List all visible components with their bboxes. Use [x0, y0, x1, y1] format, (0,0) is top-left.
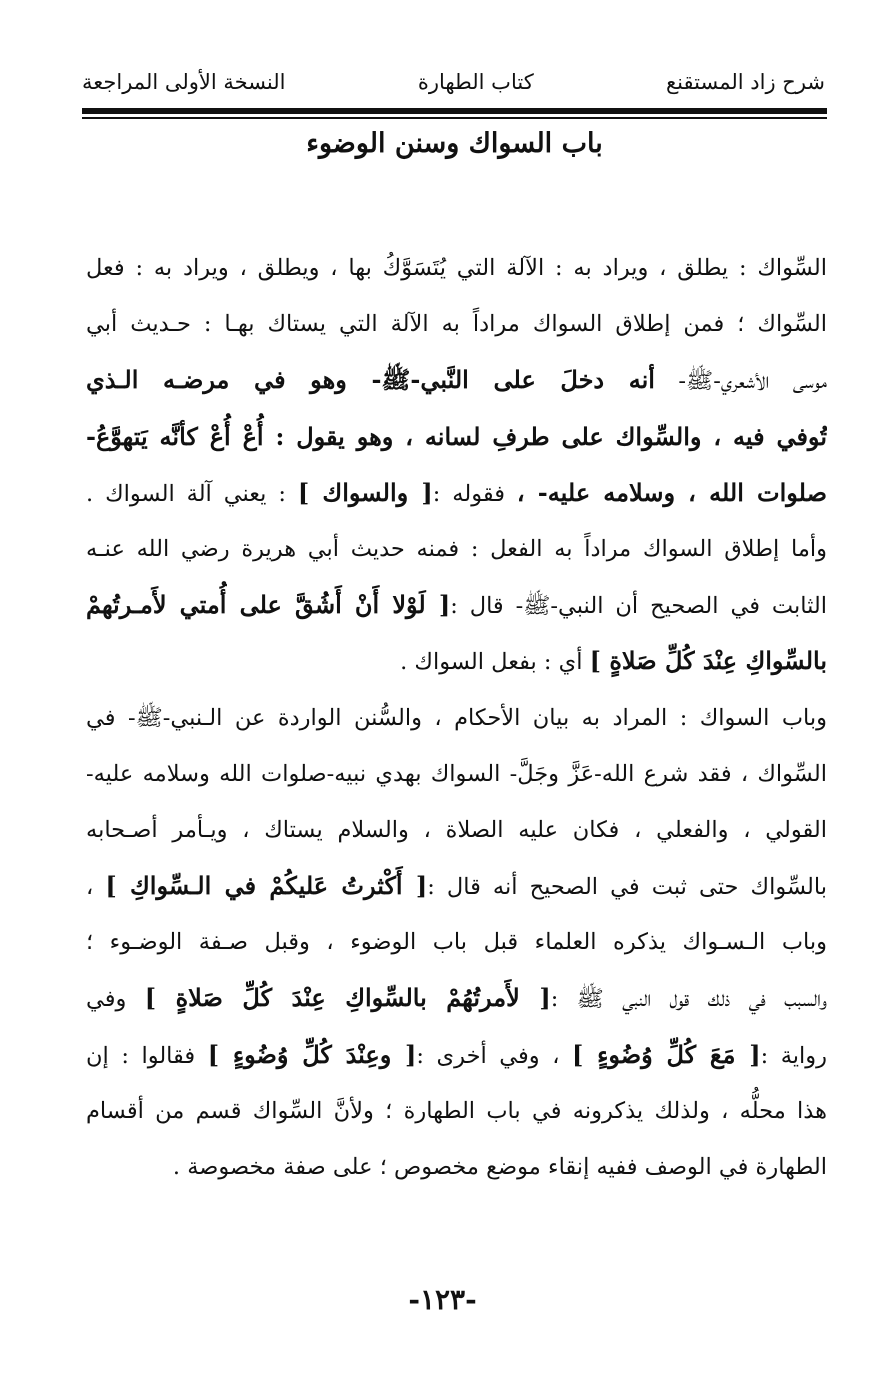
- text-segment: رواية :: [760, 1042, 827, 1069]
- text-segment: والسبب في ذلك قول النبي ﷺ :: [550, 986, 827, 1013]
- text-line: [86, 690, 827, 746]
- hadith-quote: أنه دخلَ على النَّبي-ﷺ- وهو في مرضـه الـذي: [86, 365, 655, 395]
- hadith-quote: [ لَوْلا أَنْ أَشُقَّ على أُمتي لأَمـرتُهمْ: [86, 590, 451, 620]
- text-segment: الثابت في الصحيح أن النبي-ﷺ- قال :: [450, 593, 827, 620]
- text-segment: القولي ، والفعلي ، فكان عليه الصلاة ، والسلام يستاك ، ويـأمر أصـحابه: [86, 816, 827, 843]
- text-line: [86, 970, 827, 1026]
- header-chapter-name: كتاب الطهارة: [417, 70, 534, 94]
- text-segment: موسى الأشعري-: [713, 368, 827, 395]
- text-line: [86, 521, 827, 577]
- text-segment: الطهارة في الوصف ففيه إنقاء موضع مخصوص ؛ على صفة مخصوصة .: [172, 1154, 827, 1180]
- text-segment: -: [654, 368, 687, 395]
- page-number: -١٢٣-: [408, 1283, 477, 1316]
- text-line: [86, 1027, 827, 1083]
- header-book-title: شرح زاد المستقنع: [666, 70, 825, 94]
- text-segment: ،: [86, 874, 106, 901]
- text-segment: وأما إطلاق السواك مراداً به الفعل : فمنه حديث أبي هريرة رضي الله عنـه: [86, 535, 827, 562]
- text-line: [86, 296, 827, 352]
- text-line: [86, 409, 827, 465]
- text-segment: فقالوا : إن: [86, 1042, 208, 1069]
- header-rule-thick: [82, 108, 827, 114]
- text-segment: : يعني آلة السواك .: [86, 480, 298, 507]
- text-segment: السِّواك : يطلق ، ويراد به : الآلة التي يُتَسَوَّكُ بها ، ويطلق ، ويراد به : فعل: [86, 255, 827, 281]
- header-edition-note: النسخة الأولى المراجعة: [82, 70, 286, 94]
- hadith-quote: [ والسواك ]: [297, 477, 433, 507]
- text-segment: هذا محلُّه ، ولذلك يذكرونه في باب الطهارة ؛ ولأنَّ السِّواك قسم من أقسام: [86, 1097, 827, 1124]
- text-line: [86, 633, 827, 689]
- text-segment: السِّواك ؛ فمن إطلاق السواك مراداً به الآلة التي يستاك بهـا : حـديث أبي: [86, 311, 827, 338]
- text-segment: وباب الـسـواك يذكره العلماء قبل باب الوضوء ، وقبل صـفة الوضـوء ؛: [86, 929, 827, 956]
- chapter-title: باب السواك وسنن الوضوء: [306, 128, 603, 159]
- text-line: [86, 1083, 827, 1139]
- text-segment: وباب السواك : المراد به بيان الأحكام ، والسُّنن الواردة عن الـنبي-ﷺ- في: [86, 704, 827, 731]
- text-line: [86, 1139, 827, 1195]
- text-segment: ﷺ: [686, 368, 714, 395]
- text-segment: بالسِّواك حتى ثبت في الصحيح أنه قال :: [427, 874, 827, 901]
- hadith-quote: [ مَعَ كُلِّ وُضُوءٍ ]: [572, 1039, 761, 1069]
- hadith-quote: بالسِّواكِ عِنْدَ كُلِّ صَلاةٍ ]: [589, 646, 827, 676]
- text-segment: أي : بفعل السواك .: [400, 649, 590, 676]
- text-line: [86, 352, 827, 408]
- text-line: [86, 577, 827, 633]
- text-segment: السِّواك ، فقد شرع الله-عَزَّ وجَلَّ- السواك بهدي نبيه-صلوات الله وسلامه عليه-: [86, 760, 827, 787]
- text-line: [86, 746, 827, 802]
- header-rule-thin: [82, 117, 827, 119]
- hadith-quote: [ لأَمرتُهُمْ بالسِّواكِ عِنْدَ كُلِّ صَلاةٍ ]: [144, 983, 551, 1013]
- hadith-quote: [ أَكْثرتُ عَليكُمْ في الـسِّواكِ ]: [105, 871, 428, 901]
- hadith-quote: [ وعِنْدَ كُلِّ وُضُوءٍ ]: [207, 1039, 417, 1069]
- hadith-quote: صلوات الله ، وسلامه عليه- ،: [516, 477, 827, 507]
- text-segment: ، وفي أخرى :: [416, 1042, 572, 1069]
- text-line: [86, 465, 827, 521]
- text-segment: وفي: [86, 986, 145, 1013]
- text-line: [86, 858, 827, 914]
- text-line: [86, 240, 827, 296]
- body-text: [86, 240, 827, 1195]
- text-line: [86, 802, 827, 858]
- hadith-quote: تُوفي فيه ، والسِّواك على طرفِ لسانه ، وهو يقول : أُعْ أُعْ كأنَّه يَتهوَّعُ-: [86, 421, 827, 451]
- running-header: [82, 62, 825, 102]
- text-line: [86, 914, 827, 970]
- text-segment: فقوله :: [432, 480, 517, 507]
